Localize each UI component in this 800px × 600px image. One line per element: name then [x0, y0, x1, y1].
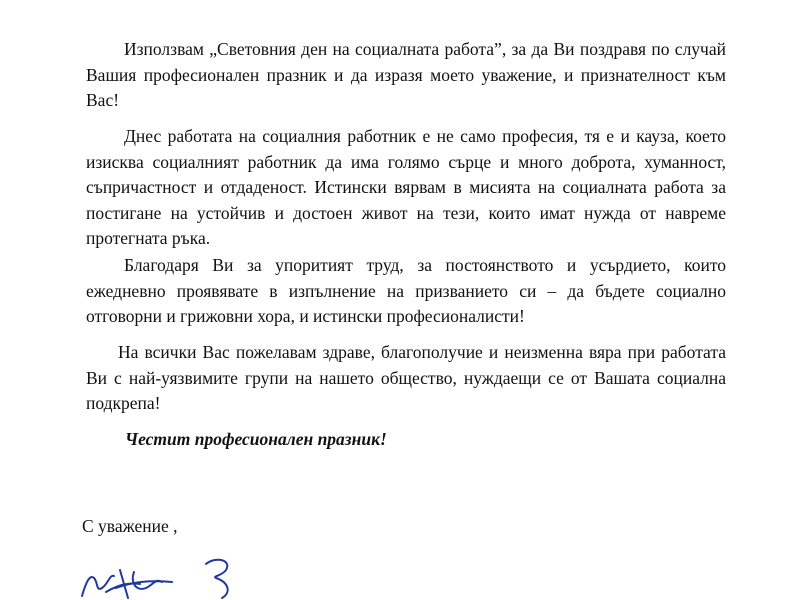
- letter-paragraph-1: Използвам „Световния ден на социалната работа”, за да Ви поздравя по случай Вашия професионален празник и да изразя моето уважение, и признателност към Вас!: [86, 39, 726, 110]
- letter-paragraph-2: Днес работата на социалния работник е не само професия, тя е и кауза, което изисква социалният работник да има голямо сърце и много доброта, хуманност, съпричастност и отдаденост. Истински вярвам в мисията на социалната работа за постигане на устойчив и достоен живот на тези, които имат нужда от навреме протегната ръка.: [86, 126, 726, 248]
- letter-paragraph-4: На всички Вас пожелавам здраве, благополучие и неизменна вяра при работата Ви с най-уязвимите групи на нашето общество, нуждаещи се от Вашата социална подкрепа!: [86, 342, 726, 413]
- closing-salutation: С уважение ,: [82, 516, 178, 536]
- holiday-greeting: Честит професионален празник!: [125, 429, 387, 449]
- letter-paragraph-3: Благодаря Ви за упоритият труд, за постоянството и усърдието, които ежедневно проявявате в изпълнение на призванието си – да бъдете социално отговорни и грижовни хора, и истински професионалисти!: [86, 255, 726, 326]
- handwritten-signature: [76, 552, 256, 600]
